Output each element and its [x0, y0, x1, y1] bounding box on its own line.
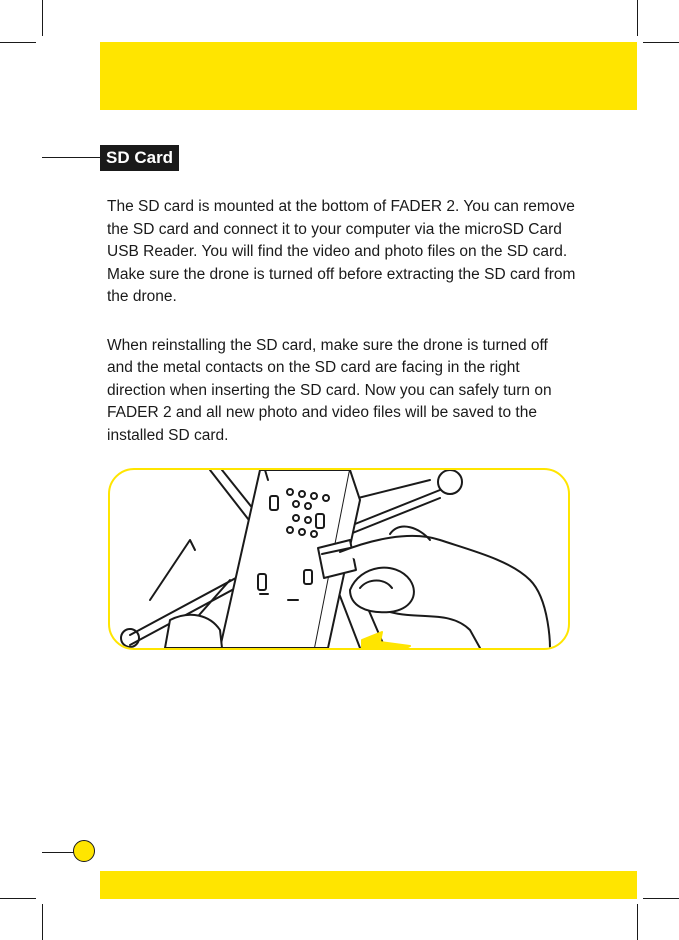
crop-mark — [42, 0, 43, 36]
crop-mark — [0, 898, 36, 899]
section-title-rule — [42, 157, 100, 158]
insert-arrow-icon — [362, 632, 410, 648]
page-marker-rule — [42, 852, 74, 853]
body-text — [107, 196, 577, 473]
section-title: SD Card — [100, 145, 179, 171]
sd-card-illustration — [108, 468, 570, 650]
crop-mark — [643, 898, 679, 899]
header-band — [100, 42, 637, 110]
paragraph-1: The SD card is mounted at the bottom of FADER 2. You can remove the SD card and connect it to your computer via the microSD Card USB Reader. You will find the video and photo files on the SD card. Make sure the drone is turned off before extracting the SD card from the drone. — [107, 198, 576, 305]
footer-band — [100, 871, 637, 899]
page-marker-dot — [73, 840, 95, 862]
crop-mark — [637, 0, 638, 36]
crop-mark — [643, 42, 679, 43]
paragraph-2: When reinstalling the SD card, make sure the drone is turned off and the metal contacts on the SD card are facing in the right direction when inserting the SD card. Now you can safely turn on FADER 2 and all new photo and video files will be saved to the installed SD card. — [107, 336, 552, 444]
crop-mark — [42, 904, 43, 940]
sd-card — [318, 540, 356, 578]
crop-mark — [0, 42, 36, 43]
crop-mark — [637, 904, 638, 940]
